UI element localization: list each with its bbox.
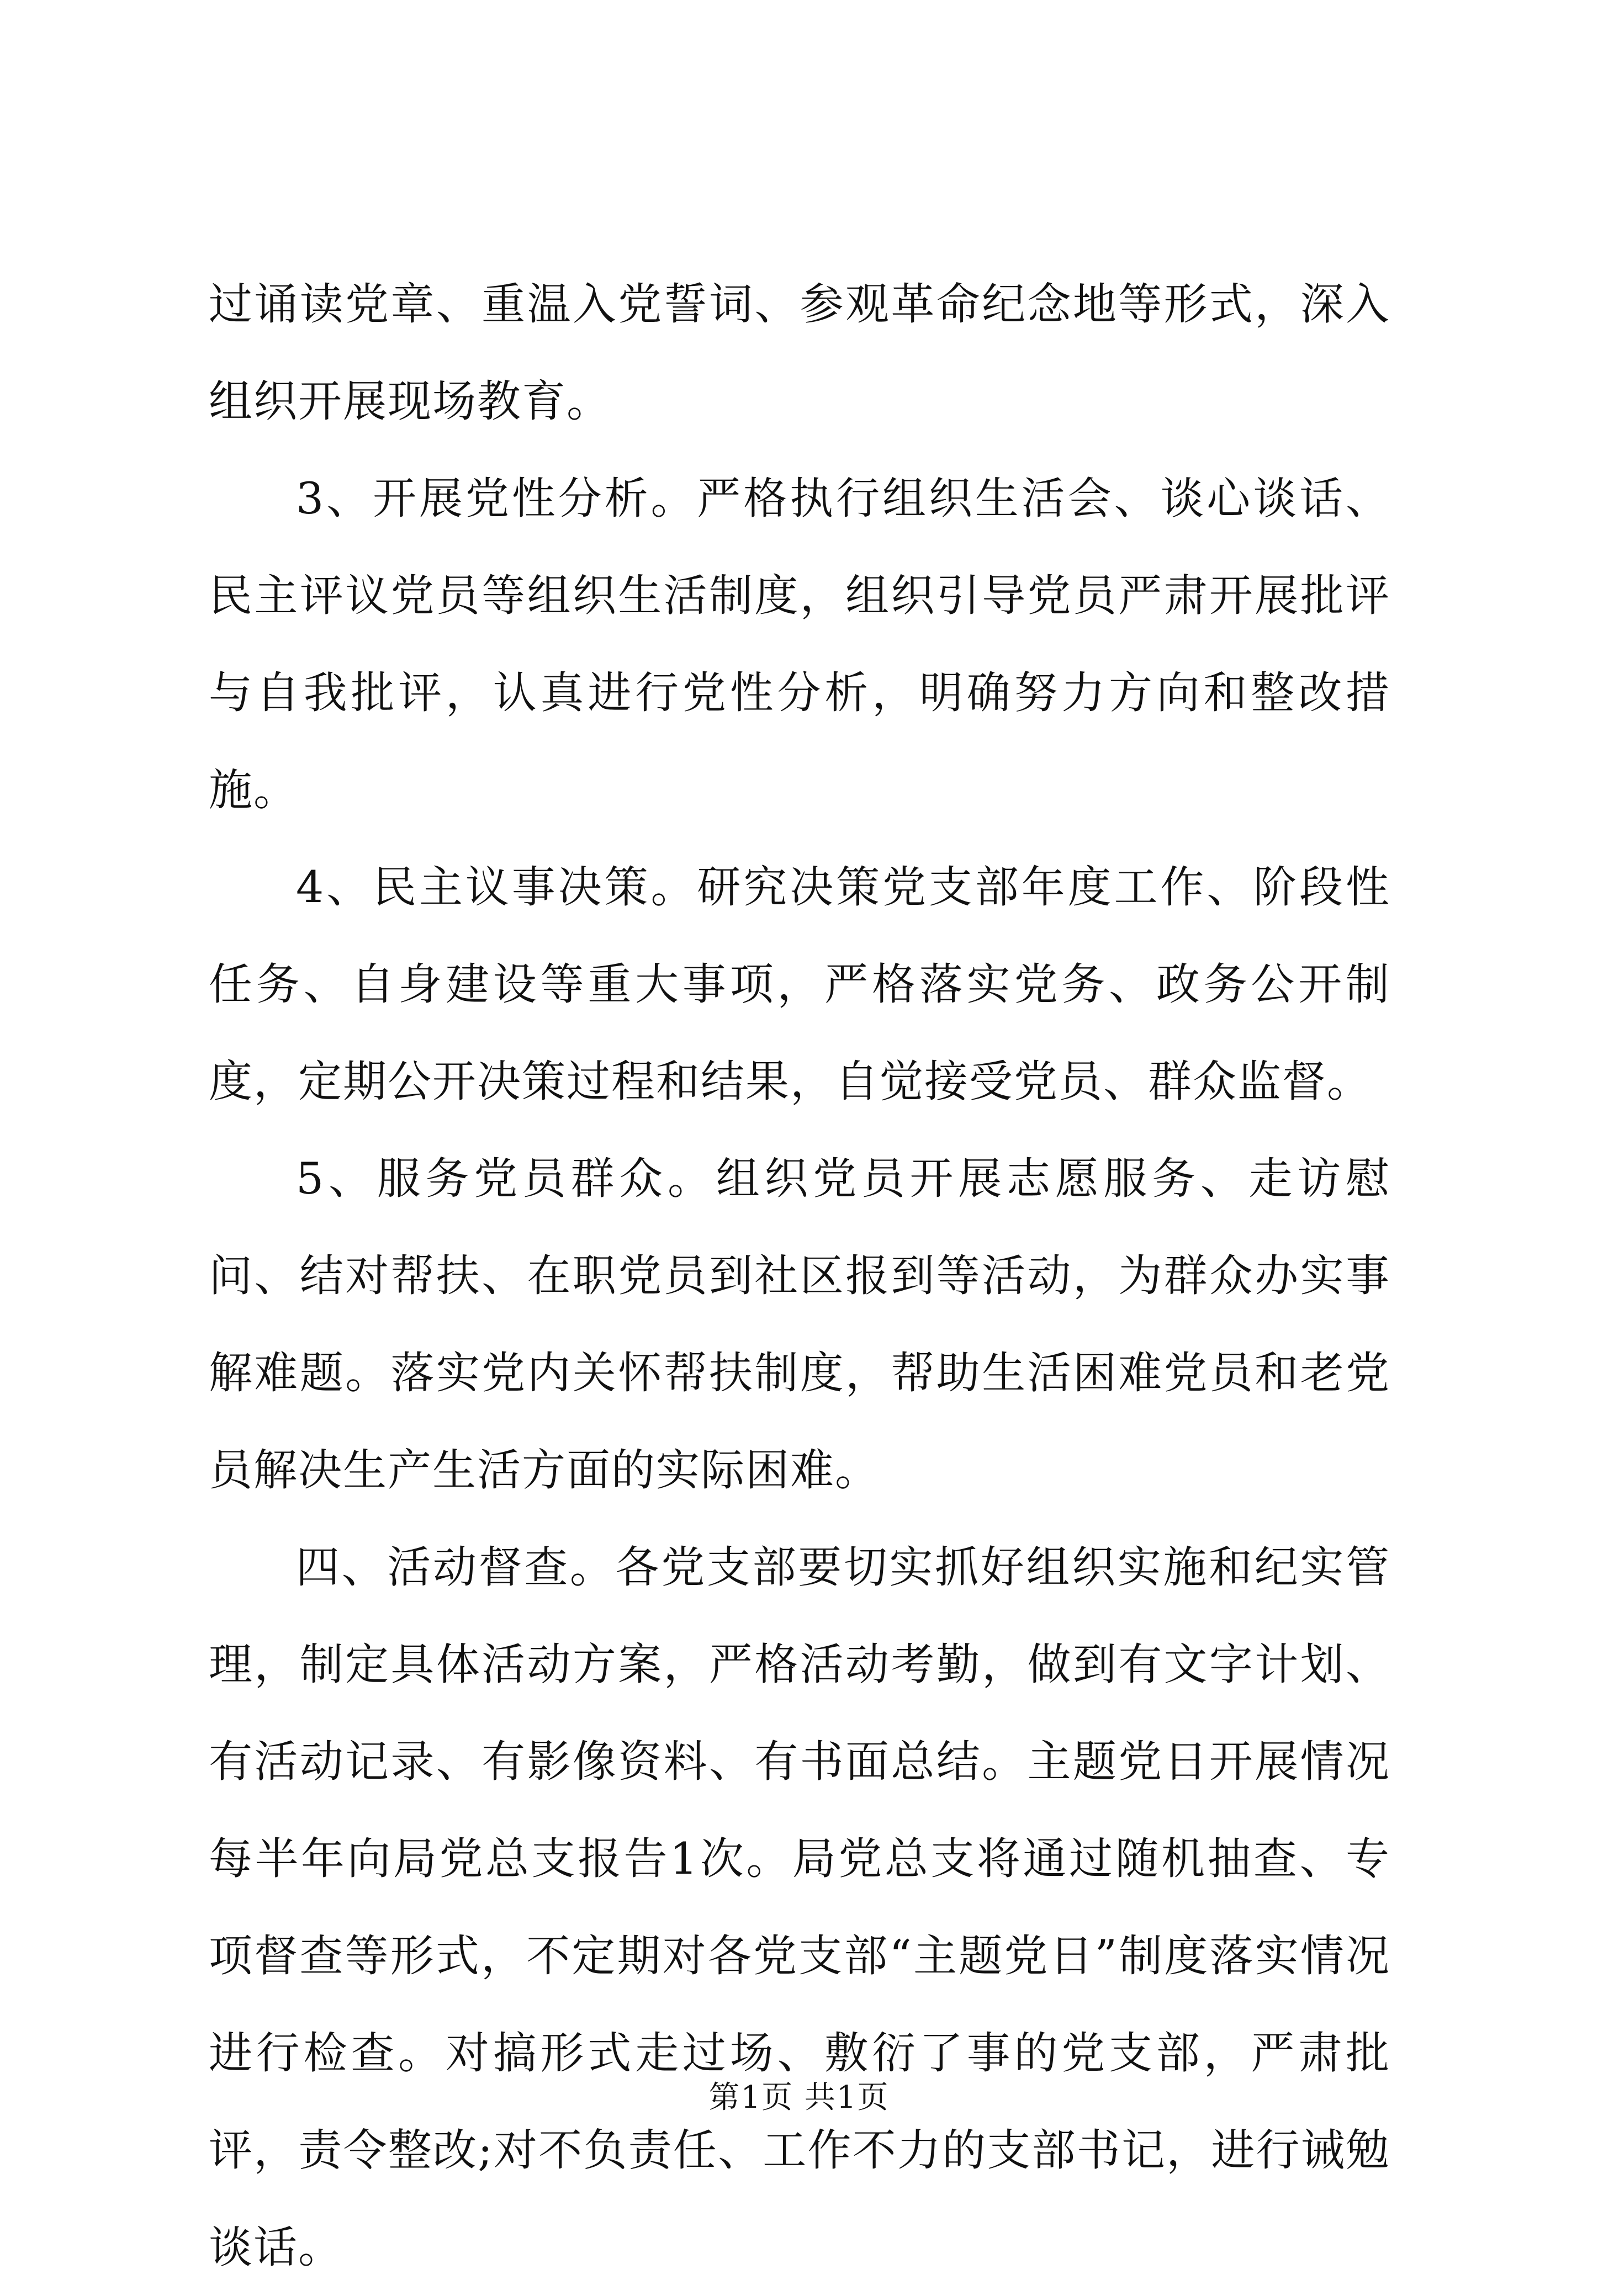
paragraph-democratic-decision: 4、民主议事决策。研究决策党支部年度工作、阶段性任务、自身建设等重大事项，严格落实党务、政务公开制度，定期公开决策过程和结果，自觉接受党员、群众监督。 xyxy=(209,862,1390,1107)
paragraph-activity-inspection: 四、活动督查。各党支部要切实抓好组织实施和纪实管理，制定具体活动方案，严格活动考勤，做到有文字计划、有活动记录、有影像资料、有书面总结。主题党日开展情况每半年向局党总支报告1次。局党总支将通过随机抽查、专项督查等形式，不定期对各党支部“主题党日”制度落实情况进行检查。对搞形式走过场、敷衍了事的党支部，严肃批评，责令整改;对不负责任、工作不力的支部书记，进行诫勉谈话。 xyxy=(209,1542,1390,2273)
document-body xyxy=(209,256,1390,2296)
paragraph-serve-members: 5、服务党员群众。组织党员开展志愿服务、走访慰问、结对帮扶、在职党员到社区报到等活动，为群众办实事解难题。落实党内关怀帮扶制度，帮助生活困难党员和老党员解决生产生活方面的实际困难。 xyxy=(209,1153,1390,1496)
paragraph-party-analysis: 3、开展党性分析。严格执行组织生活会、谈心谈话、民主评议党员等组织生活制度，组织引导党员严肃开展批评与自我批评，认真进行党性分析，明确努力方向和整改措施。 xyxy=(209,473,1390,815)
page-number-footer: 第1页 共1页 xyxy=(708,2080,890,2115)
paragraph-education-methods: 过诵读党章、重温入党誓词、参观革命纪念地等形式，深入组织开展现场教育。 xyxy=(209,279,1390,427)
